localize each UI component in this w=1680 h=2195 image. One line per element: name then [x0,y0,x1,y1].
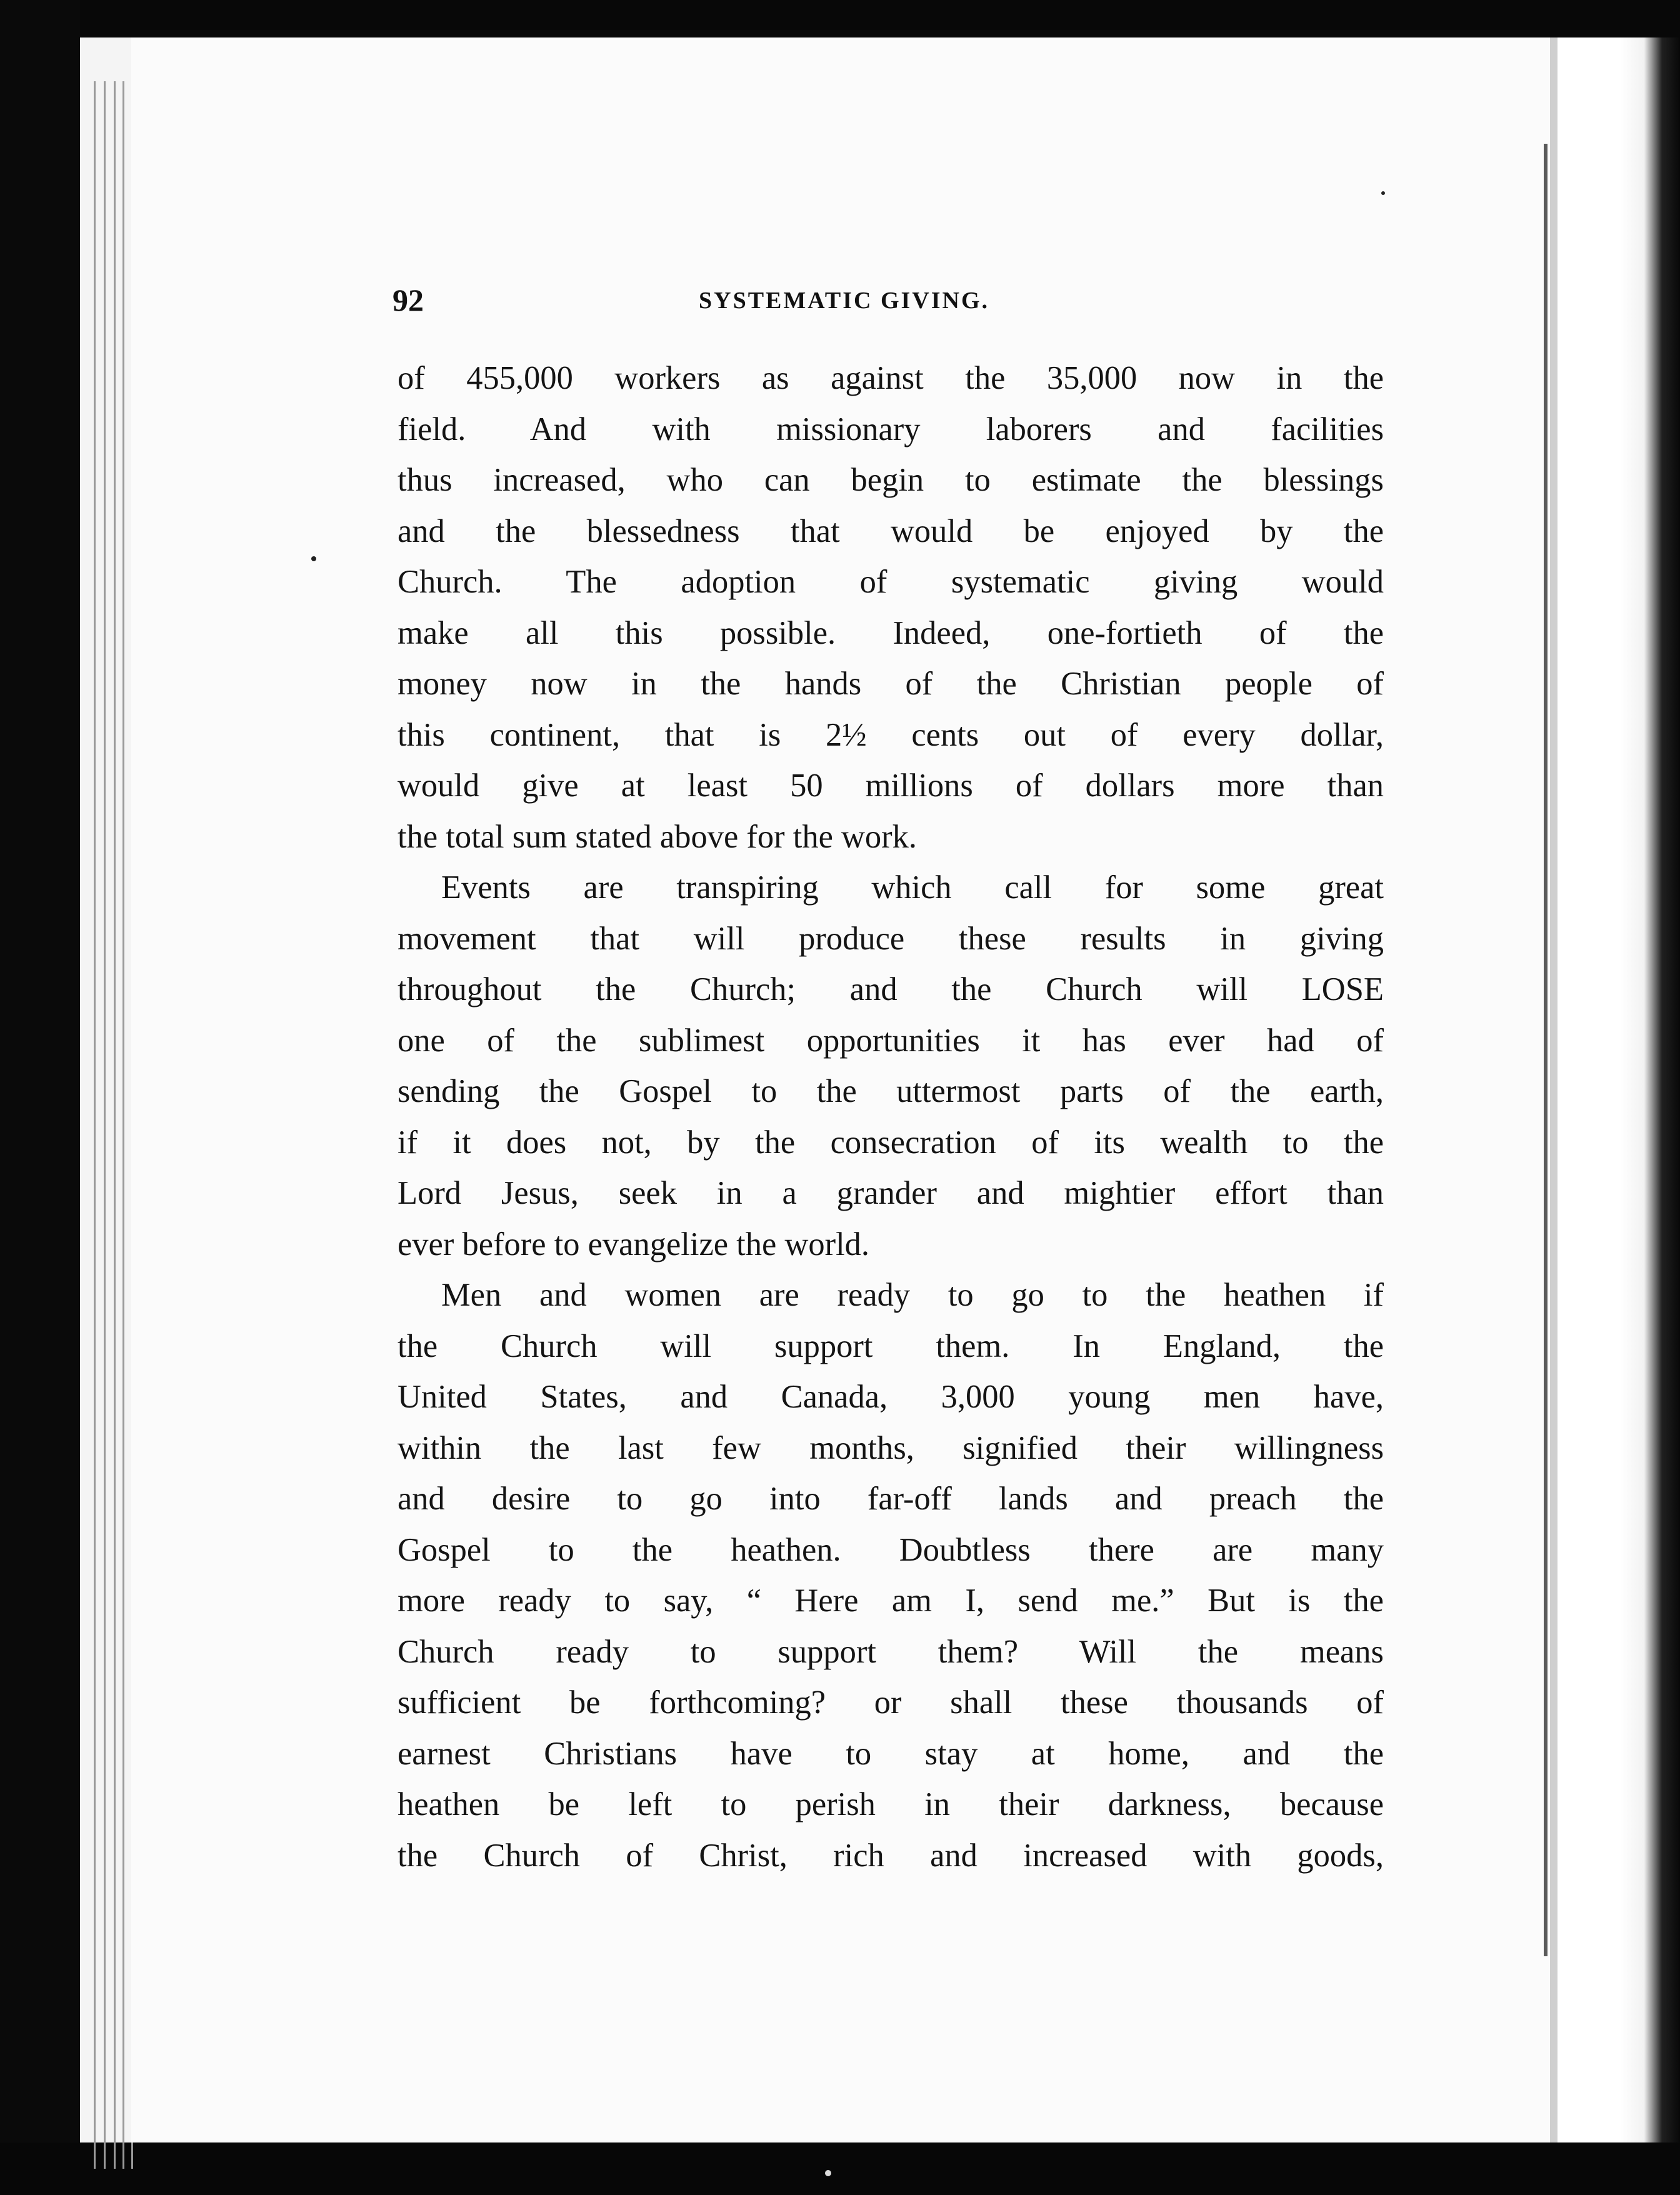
text-line: and the blessedness that would be enjoyed by the [398,512,1384,549]
gutter-shadow-line [1544,144,1548,1956]
book-gutter [1550,38,1558,2142]
paragraph [398,862,1384,1270]
text-line: one of the sublimest opportunities it has ever had of [398,1022,1384,1059]
text-line: if it does not, by the consecration of its wealth to the [398,1124,1384,1161]
text-line: make all this possible. Indeed, one-fortieth of the [398,614,1384,651]
text-line: Church ready to support them? Will the means [398,1633,1384,1670]
text-line: movement that will produce these results in giving [398,920,1384,957]
page-edge-line [114,81,116,2169]
text-line: Events are transpiring which call for some great [441,869,1384,906]
text-line: the total sum stated above for the work. [398,818,918,855]
running-header [392,278,1386,322]
text-line: money now in the hands of the Christian people of [398,666,1384,702]
text-line: Men and women are ready to go to the heathen if [441,1277,1384,1313]
text-line: field. And with missionary laborers and facilities [398,411,1384,448]
body-text [398,353,1384,1881]
scan-border-top [0,0,1680,38]
facing-page-edge [1620,38,1680,2142]
text-line: of 455,000 workers as against the 35,000 now in the [398,360,1384,396]
text-line: more ready to say, “ Here am I, send me.” But is the [398,1582,1384,1619]
text-line: earnest Christians have to stay at home, and the [398,1735,1384,1772]
scan-border-left [0,0,80,2195]
text-line: Gospel to the heathen. Doubtless there are many [398,1531,1384,1568]
text-line: Lord Jesus, seek in a grander and mightier effort than [398,1175,1384,1211]
text-line: sending the Gospel to the uttermost parts of the earth, [398,1073,1384,1109]
text-line: and desire to go into far-off lands and preach the [398,1481,1384,1517]
page-edge-line [122,81,124,2169]
ink-speck [1381,191,1385,195]
text-line: the Church of Christ, rich and increased with goods, [398,1837,1384,1874]
ink-speck [825,2170,831,2176]
text-line: sufficient be forthcoming? or shall these thousands of [398,1684,1384,1721]
page-number: 92 [392,282,424,318]
text-line: heathen be left to perish in their darkness, because [398,1786,1384,1822]
text-line: within the last few months, signified their willingness [398,1429,1384,1466]
ink-speck [311,556,316,561]
text-line: Church. The adoption of systematic giving would [398,564,1384,600]
page-edge-line [104,81,106,2169]
paragraph [398,353,1384,862]
text-line: would give at least 50 millions of dollars more than [398,768,1384,804]
running-title: SYSTEMATIC GIVING. [699,288,990,314]
page-edge-line [94,81,96,2169]
text-line: this continent, that is 2½ cents out of every dollar, [398,716,1384,753]
text-line: ever before to evangelize the world. [398,1226,870,1262]
text-line: the Church will support them. In England, the [398,1328,1384,1364]
paragraph [398,1270,1384,1881]
text-line: thus increased, who can begin to estimate the blessings [398,462,1384,498]
text-line: United States, and Canada, 3,000 young men have, [398,1379,1384,1415]
text-line: throughout the Church; and the Church will LOSE [398,971,1384,1008]
scan-border-bottom [0,2142,1680,2195]
